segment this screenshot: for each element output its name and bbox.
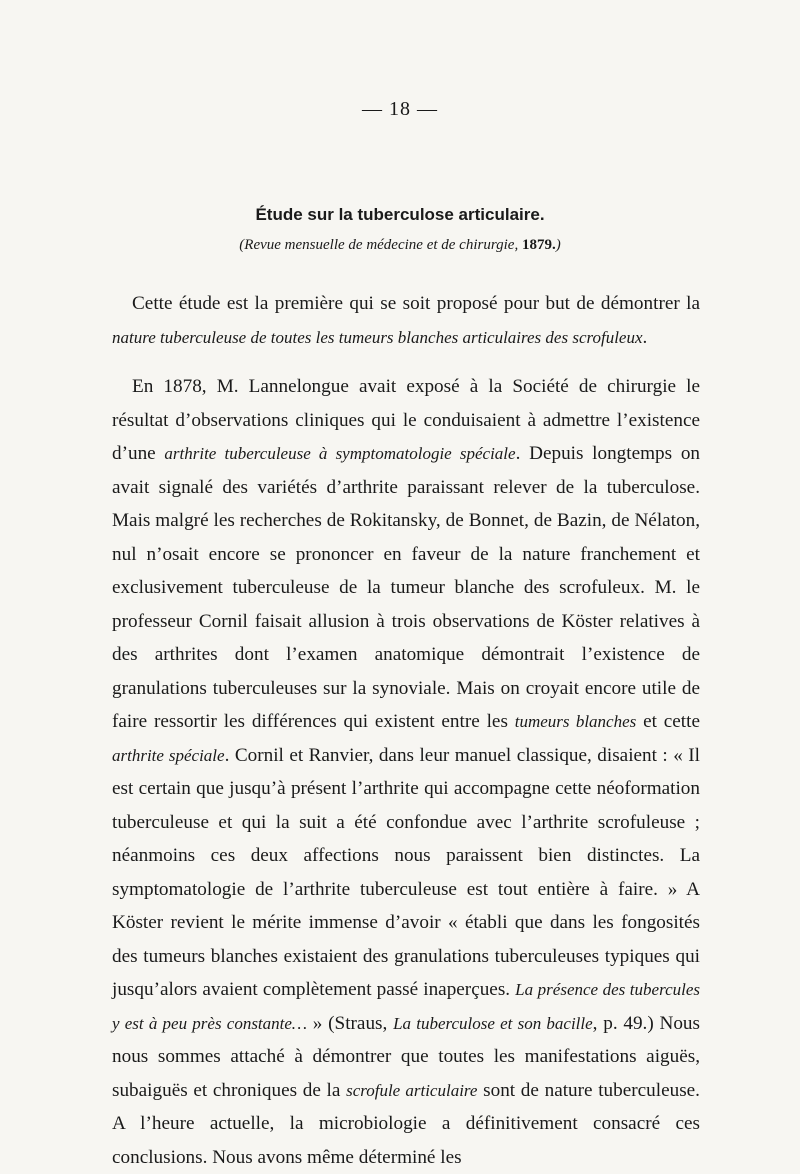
paragraph-2-text-3: et cette bbox=[636, 711, 700, 732]
paragraph-2 bbox=[112, 370, 700, 1174]
paragraph-2-text-1: En 1878, M. Lannelongue avait exposé à la Société de chirurgie le résultat d’observations cliniques qui le conduisaient à admettre l’existence d’une bbox=[112, 376, 700, 464]
source-close: ) bbox=[555, 237, 561, 253]
section-heading: Étude sur la tuberculose articulaire. bbox=[255, 205, 545, 224]
paragraph-2-text-6: , p. 49.) Nous nous sommes attaché à démontrer que toutes les manifestations aiguës, subaiguës et chroniques de la bbox=[112, 1012, 700, 1101]
paragraph-1-italic: nature tuberculeuse de toutes les tumeurs blanches articulaires des scrofuleux bbox=[112, 327, 643, 347]
paragraph-1-text-end: . bbox=[642, 326, 648, 348]
page-number: — 18 — bbox=[362, 98, 438, 120]
paragraph-2-italic-1: arthrite tuberculeuse à symptomatologie spéciale bbox=[164, 444, 516, 463]
paragraph-1-text: Cette étude est la première qui se soit proposé pour but de démontrer la bbox=[132, 293, 700, 314]
paragraph-2-text-2: . Depuis longtemps on avait signalé des variétés d’arthrite paraissant relever de la tuberculose. Mais malgré les recherches de Rokitansky, de Bonnet, de Bazin, de Nélaton, nul n’osait encore se prononcer en faveur de la nature franchement et exclusivement tuberculeuse de la tumeur blanche des scrofuleux. M. le professeur Cornil faisait allusion à trois observations de Köster relatives à des arthrites dont l’examen anatomique démontrait l’existence de granulations tuberculeuses sur la synoviale. Mais on croyait encore utile de faire ressortir les différences qui existent entre les bbox=[112, 443, 701, 732]
paragraph-2-text-4: . Cornil et Ranvier, dans leur manuel classique, disaient : « Il est certain que jusqu’à présent l’arthrite qui accompagne cette néoformation tuberculeuse et qui la suit a été confondue avec l’arthrite scrofuleuse ; néanmoins ces deux affections nous paraissent bien distinctes. La symptomatologie de l’arthrite tuberculeuse est tout entière à faire. » A Köster revient le mérite immense d’avoir « établi que dans les fongosités des tumeurs blanches existaient des granulations tuberculeuses typiques qui jusqu’alors avaient complètement passé inaperçues. bbox=[112, 744, 700, 1000]
paragraph-2-text-5: » (Straus, bbox=[307, 1012, 394, 1034]
source-year: 1879. bbox=[521, 237, 556, 253]
paragraph-2-italic-4: La présence des tubercules y est à peu près constante… bbox=[112, 980, 700, 1033]
paragraph-2-italic-3: arthrite spéciale bbox=[112, 745, 225, 765]
source-citation bbox=[0, 237, 800, 254]
paragraph-1 bbox=[112, 287, 700, 354]
paragraph-2-text-7: sont de nature tuberculeuse. A l’heure actuelle, la microbiologie a définitivement consacré ces conclusions. Nous avons même déterminé les bbox=[112, 1079, 700, 1168]
paragraph-2-italic-5: La tuberculose et son bacille bbox=[393, 1013, 593, 1033]
paragraph-2-italic-6: scrofule articulaire bbox=[346, 1080, 478, 1100]
source-journal: (Revue mensuelle de médecine et de chirurgie, bbox=[239, 237, 522, 253]
paragraph-2-italic-2: tumeurs blanches bbox=[514, 712, 637, 731]
